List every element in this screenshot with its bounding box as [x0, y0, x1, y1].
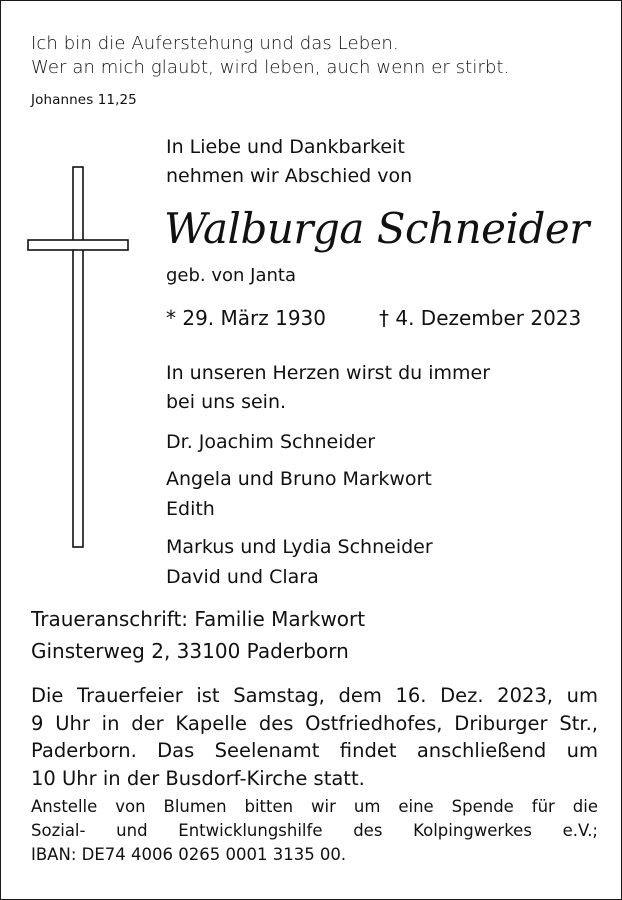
intro-text [166, 133, 412, 191]
donation-line-3: IBAN: DE74 4006 0265 0001 3135 00. [31, 845, 347, 864]
service-line-1: Die Trauerfeier ist Samstag, dem 16. Dez. 2023, um [31, 684, 598, 707]
mourner-name: Markus und Lydia Schneider [166, 536, 433, 558]
donation-request [31, 795, 598, 867]
birth-date: * 29. März 1930 [166, 306, 327, 330]
mourner-name: Angela und Bruno Markwort [166, 468, 432, 490]
quote-line-2: bei uns sein. [166, 391, 287, 413]
donation-line-1: Anstelle von Blumen bitten wir um eine Spende für die [31, 797, 598, 816]
service-line-2: 9 Uhr in der Kapelle des Ostfriedhofes, Driburger Str., [31, 711, 598, 735]
donation-line-2: Sozial- und Entwicklungshilfe des Kolpingwerkes e.V.; [31, 821, 598, 840]
intro-line-2: nehmen wir Abschied von [166, 165, 413, 187]
mourner-name: David und Clara [166, 566, 319, 588]
mourner-name: Edith [166, 498, 215, 520]
funeral-service-info [31, 682, 598, 792]
maiden-name: geb. von Janta [166, 265, 296, 286]
intro-line-1: In Liebe und Dankbarkeit [166, 136, 405, 158]
mourner-name: Dr. Joachim Schneider [166, 431, 376, 453]
verse-line-2: Wer an mich glaubt, wird leben, auch wenn er stirbt. [31, 57, 510, 78]
verse-reference: Johannes 11,25 [31, 92, 137, 108]
death-date: † 4. Dezember 2023 [379, 306, 582, 330]
address-line-2: Ginsterweg 2, 33100 Paderborn [31, 639, 349, 663]
address-line-1: Traueranschrift: Familie Markwort [31, 607, 366, 631]
mourning-address [31, 603, 365, 667]
service-line-3: Paderborn. Das Seelenamt findet anschließend um [31, 739, 598, 762]
cross-icon [27, 166, 137, 551]
quote-line-1: In unseren Herzen wirst du immer [166, 362, 491, 384]
service-line-4: 10 Uhr in der Busdorf-Kirche statt. [31, 766, 365, 790]
verse-line-1: Ich bin die Auferstehung und das Leben. [31, 33, 399, 54]
bible-verse [31, 32, 509, 80]
deceased-name: Walburga Schneider [164, 204, 589, 253]
memorial-quote [166, 359, 490, 417]
